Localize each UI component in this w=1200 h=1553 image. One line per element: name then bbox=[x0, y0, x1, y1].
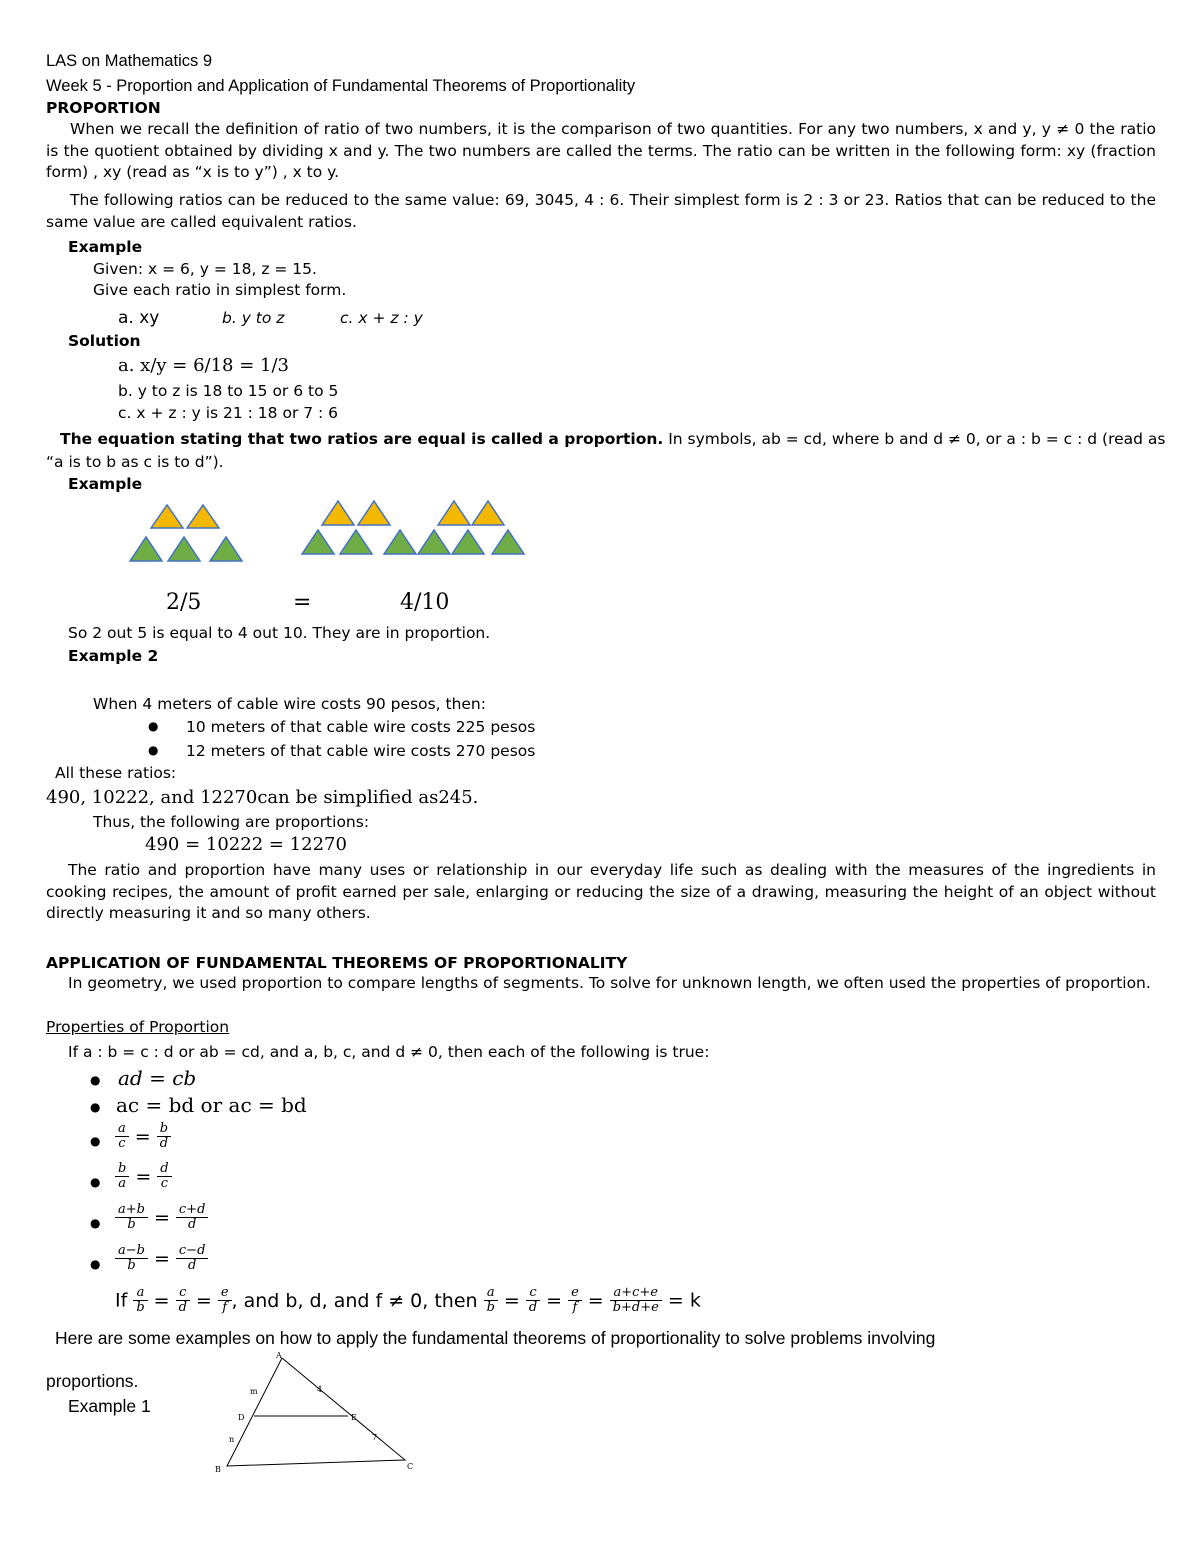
vertex-label-a: A bbox=[276, 1351, 282, 1360]
examples-intro-2: proportions. bbox=[46, 1371, 139, 1391]
property-4 bbox=[115, 1162, 172, 1191]
option-a: a. xy bbox=[118, 308, 160, 328]
denominator: d bbox=[178, 1300, 187, 1315]
fraction bbox=[115, 1162, 129, 1191]
green-triangle bbox=[492, 530, 524, 554]
group-right bbox=[302, 501, 524, 554]
numerator: e bbox=[568, 1286, 582, 1301]
numerator: a−b bbox=[115, 1244, 148, 1259]
proportion-definition bbox=[60, 428, 1166, 450]
properties-if-line: If a : b = c : d or ab = cd, and a, b, c, and d ≠ 0, then each of the following is true: bbox=[68, 1043, 710, 1061]
cable-intro: When 4 meters of cable wire costs 90 pesos, then: bbox=[93, 695, 486, 713]
vertex-label-b: B bbox=[215, 1465, 221, 1474]
bullet-dot: ● bbox=[90, 1073, 101, 1087]
denominator: b bbox=[127, 1258, 136, 1273]
denominator: b bbox=[127, 1217, 136, 1232]
definition-bold: The equation stating that two ratios are equal is called a proportion. bbox=[60, 430, 664, 448]
thus-line: Thus, the following are proportions: bbox=[93, 813, 370, 831]
fraction bbox=[176, 1244, 209, 1273]
numerator: b bbox=[157, 1122, 171, 1137]
segment-label-n: n bbox=[229, 1435, 235, 1444]
green-triangle bbox=[384, 530, 416, 554]
bullet-dot: ● bbox=[90, 1134, 101, 1148]
examples-intro: Here are some examples on how to apply the fundamental theorems of proportionality to solve problems involving bbox=[55, 1328, 936, 1348]
fraction bbox=[115, 1203, 148, 1232]
solution-label: Solution bbox=[68, 332, 141, 350]
fraction bbox=[157, 1122, 171, 1151]
given-line: Given: x = 6, y = 18, z = 15. bbox=[93, 260, 317, 278]
solution-c: c. x + z : y is 21 : 18 or 7 : 6 bbox=[118, 404, 339, 422]
option-b: b. y to z bbox=[222, 309, 285, 327]
equals-sign: = bbox=[587, 1289, 604, 1312]
denominator: a bbox=[118, 1176, 127, 1191]
equals-sign: = bbox=[153, 1247, 170, 1270]
numerator: c bbox=[526, 1286, 540, 1301]
vertex-label-e: E bbox=[351, 1413, 357, 1422]
instruction-line: Give each ratio in simplest form. bbox=[93, 281, 347, 299]
properties-title: Properties of Proportion bbox=[46, 1018, 230, 1036]
numerator: b bbox=[115, 1162, 129, 1177]
equals-sign: = bbox=[546, 1289, 563, 1312]
geometry-paragraph: In geometry, we used proportion to compare lengths of segments. To solve for unknown length, we often used the properties of proportion. bbox=[68, 974, 1151, 992]
equals-sign: = bbox=[503, 1289, 520, 1312]
green-triangle bbox=[130, 537, 162, 561]
section-heading-proportion: PROPORTION bbox=[46, 99, 161, 117]
denominator: b bbox=[136, 1300, 145, 1315]
property-6 bbox=[115, 1244, 208, 1273]
triangle-groups-figure bbox=[120, 495, 540, 567]
all-ratios-label: All these ratios: bbox=[55, 764, 177, 782]
denominator: d bbox=[187, 1258, 197, 1273]
fraction bbox=[526, 1286, 540, 1315]
equals-k: = k bbox=[667, 1289, 701, 1312]
bullet-dot: ● bbox=[90, 1216, 101, 1230]
property-1: ad = cb bbox=[118, 1066, 197, 1090]
orange-triangle bbox=[472, 501, 504, 525]
cable-bullet-1: 10 meters of that cable wire costs 225 pesos bbox=[186, 718, 536, 736]
solution-a: a. x/y = 6/18 = 1/3 bbox=[118, 355, 289, 376]
segment-label-4: 4 bbox=[317, 1385, 323, 1394]
uses-paragraph: The ratio and proportion have many uses or relationship in our everyday life such as dealing with the measures of the ingredients in cooking recipes, the amount of profit earned per sale, enlarging or reducing the size of a drawing, measuring the height of an object without directly measuring it and so many others. bbox=[46, 861, 1156, 922]
bullet-dot: ● bbox=[90, 1100, 101, 1114]
option-c: c. x + z : y bbox=[340, 309, 423, 327]
fraction-right: 4/10 bbox=[400, 590, 450, 615]
fraction bbox=[218, 1286, 232, 1315]
denominator: d bbox=[187, 1217, 197, 1232]
fraction bbox=[115, 1244, 148, 1273]
equals-sign: = bbox=[153, 1206, 170, 1229]
numerator: c bbox=[176, 1286, 190, 1301]
example-label-2: Example bbox=[68, 475, 143, 493]
denominator: b+d+e bbox=[612, 1300, 659, 1315]
vertex-label-c: C bbox=[407, 1462, 414, 1471]
definition-rest: In symbols, ab = cd, where b and d ≠ 0, or a : b = c : d (read as bbox=[663, 430, 1166, 448]
fraction bbox=[568, 1286, 582, 1315]
fraction bbox=[176, 1286, 190, 1315]
property-5 bbox=[115, 1203, 208, 1232]
triangle-sides bbox=[227, 1358, 405, 1466]
fraction bbox=[115, 1122, 129, 1151]
green-triangle bbox=[340, 530, 372, 554]
denominator: c bbox=[160, 1176, 169, 1191]
if-mid-text: , and b, d, and f ≠ 0, then bbox=[231, 1289, 478, 1312]
proportion-conclusion: So 2 out 5 is equal to 4 out 10. They are in proportion. bbox=[68, 624, 491, 642]
if-word: If bbox=[115, 1289, 128, 1312]
numerator: a bbox=[484, 1286, 498, 1301]
denominator: d bbox=[159, 1136, 169, 1151]
numerator: a+c+e bbox=[610, 1286, 662, 1301]
fraction bbox=[176, 1203, 209, 1232]
green-triangle bbox=[168, 537, 200, 561]
doc-title: LAS on Mathematics 9 bbox=[46, 52, 212, 70]
fraction-left: 2/5 bbox=[166, 590, 202, 615]
vertex-label-d: D bbox=[238, 1413, 245, 1422]
equivalent-ratios-paragraph: The following ratios can be reduced to the same value: 69, 3045, 4 : 6. Their simplest form is 2 : 3 or 23. Ratios that can be reduced to the same value are called equivalent ratios. bbox=[46, 191, 1156, 231]
triangle-abc-figure bbox=[205, 1348, 430, 1478]
green-triangle bbox=[418, 530, 450, 554]
numerator: c−d bbox=[176, 1244, 209, 1259]
fraction-equals: = bbox=[293, 590, 312, 615]
denominator: b bbox=[486, 1300, 495, 1315]
orange-triangle bbox=[438, 501, 470, 525]
green-triangle bbox=[302, 530, 334, 554]
property-2: ac = bd or ac = bd bbox=[116, 1093, 307, 1117]
week-title: Week 5 - Proportion and Application of Fundamental Theorems of Proportionality bbox=[46, 77, 636, 95]
extended-property bbox=[115, 1286, 701, 1315]
bullet-dot: ● bbox=[148, 743, 159, 757]
orange-triangle bbox=[358, 501, 390, 525]
bullet-dot: ● bbox=[90, 1257, 101, 1271]
green-triangle bbox=[452, 530, 484, 554]
group-left bbox=[130, 505, 242, 561]
orange-triangle bbox=[322, 501, 354, 525]
property-3 bbox=[115, 1122, 171, 1151]
proportions-line: 490 = 10222 = 12270 bbox=[145, 834, 347, 855]
denominator: c bbox=[118, 1136, 126, 1151]
denominator: f bbox=[222, 1300, 228, 1315]
equals-sign: = bbox=[195, 1289, 212, 1312]
numerator: c+d bbox=[176, 1203, 209, 1218]
segment-label-7: 7 bbox=[372, 1433, 378, 1442]
numerator: d bbox=[157, 1162, 171, 1177]
equals-sign: = bbox=[134, 1125, 151, 1148]
orange-triangle bbox=[187, 505, 219, 528]
definition-line2: “a is to b as c is to d”). bbox=[46, 453, 224, 471]
solution-b: b. y to z is 18 to 15 or 6 to 5 bbox=[118, 382, 339, 400]
cable-bullet-2: 12 meters of that cable wire costs 270 pesos bbox=[186, 742, 536, 760]
numerator: a bbox=[115, 1122, 129, 1137]
example-2-label: Example 2 bbox=[68, 647, 159, 665]
green-triangle bbox=[210, 537, 242, 561]
numerator: a+b bbox=[115, 1203, 148, 1218]
example-label: Example bbox=[68, 238, 143, 256]
ratio-definition-paragraph: When we recall the definition of ratio of two numbers, it is the comparison of two quantities. For any two numbers, x and y, y ≠ 0 the ratio is the quotient obtained by dividing x and y. The two numbers are called the terms. The ratio can be written in the following form: xy (fraction form) , xy (read as “x is to y”) , x to y. bbox=[46, 120, 1156, 181]
ratios-simplified-line: 490, 10222, and 12270can be simplified as245. bbox=[46, 787, 479, 808]
numerator: a bbox=[133, 1286, 147, 1301]
fraction bbox=[484, 1286, 498, 1315]
example-1-label: Example 1 bbox=[68, 1396, 151, 1416]
bullet-dot: ● bbox=[90, 1175, 101, 1189]
bullet-dot: ● bbox=[148, 719, 159, 733]
section-heading-theorems: APPLICATION OF FUNDAMENTAL THEOREMS OF PROPORTIONALITY bbox=[46, 954, 628, 972]
fraction bbox=[610, 1286, 662, 1315]
segment-label-m: m bbox=[250, 1387, 258, 1396]
fraction bbox=[157, 1162, 171, 1191]
equals-sign: = bbox=[135, 1165, 152, 1188]
fraction bbox=[133, 1286, 147, 1315]
orange-triangle bbox=[151, 505, 183, 528]
denominator: d bbox=[528, 1300, 538, 1315]
numerator: e bbox=[218, 1286, 232, 1301]
equals-sign: = bbox=[153, 1289, 170, 1312]
denominator: f bbox=[572, 1300, 578, 1315]
